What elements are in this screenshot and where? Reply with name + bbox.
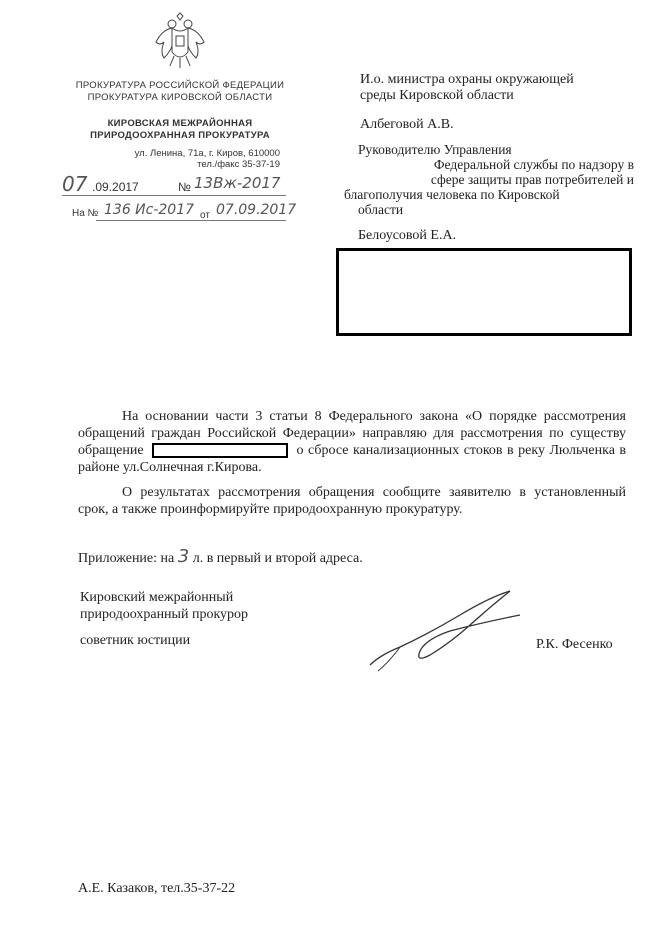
number-handwritten: 13Вж-2017 <box>194 174 281 192</box>
ref-date-handwritten: 07.09.2017 <box>216 202 297 218</box>
recipient-line: Руководителю Управления <box>358 142 512 157</box>
handwritten-signature-icon <box>360 585 530 675</box>
recipient-2-name: Белоусовой Е.А. <box>358 228 457 243</box>
body-paragraph-2: О результатах рассмотрения обращения сообщите заявителю в установленный срок, а также проинформируйте природоохранную прокуратуру. <box>78 485 626 517</box>
attachment-line <box>78 548 626 567</box>
org-line: ПРОКУРАТУРА РОССИЙСКОЙ ФЕДЕРАЦИИ <box>75 80 285 91</box>
signer-name: Р.К. Фесенко <box>536 637 613 652</box>
signer-title-line: природоохранный прокурор <box>80 607 249 622</box>
attachment-prefix: Приложение: на <box>78 551 175 566</box>
ref-prefix: На № <box>72 208 99 219</box>
dept-line: КИРОВСКАЯ МЕЖРАЙОННАЯ <box>107 118 253 129</box>
date-printed: .09.2017 <box>92 180 139 194</box>
redacted-inline <box>152 443 288 458</box>
date-handwritten: 07 <box>62 172 88 196</box>
recipient-1 <box>360 72 620 104</box>
recipient-line: И.о. министра охраны окружающей <box>360 72 574 87</box>
dept-header <box>50 118 310 142</box>
signer-rank: советник юстиции <box>80 633 191 648</box>
dept-line: ПРИРОДООХРАННАЯ ПРОКУРАТУРА <box>90 130 270 141</box>
signer-title-line: Кировский межрайонный <box>80 590 234 605</box>
org-header <box>50 80 310 104</box>
body-text: На основании части 3 статьи 8 Федерального закона «О порядке рассмотрения обращений граждан Российской Федерации» направляю для рассмотрения по существу обращение <box>78 409 626 458</box>
body-paragraph-1 <box>78 408 626 476</box>
recipient-line: благополучия человека по Кировской <box>344 187 560 202</box>
attachment-count-handwritten: 3 <box>177 546 190 567</box>
executor-line: А.Е. Казаков, тел.35-37-22 <box>78 881 236 896</box>
recipient-line: сфере защиты прав потребителей и <box>430 172 634 187</box>
recipient-line: среды Кировской области <box>360 88 514 103</box>
recipient-2 <box>344 142 634 217</box>
recipient-line: области <box>358 202 404 217</box>
org-phone: тел./факс 35-37-19 <box>197 159 280 170</box>
org-line: ПРОКУРАТУРА КИРОВСКОЙ ОБЛАСТИ <box>87 92 273 103</box>
ref-from: от <box>200 210 210 221</box>
attachment-suffix: л. в первый и второй адреса. <box>192 551 363 566</box>
ref-number-handwritten: 136 Ис-2017 <box>104 202 195 218</box>
recipient-1-name: Албеговой А.В. <box>360 117 454 132</box>
body-text: о сбросе канализационных стоков в реку Люльченка в районе ул.Солнечная г.Кирова. <box>78 443 627 475</box>
recipient-line: Федеральной службы по надзору в <box>433 157 634 172</box>
signer-title <box>80 589 248 623</box>
number-label: № <box>178 180 191 194</box>
redacted-block <box>336 248 632 336</box>
coat-of-arms-icon <box>150 12 210 72</box>
org-address: ул. Ленина, 71а, г. Киров, 610000 <box>134 148 280 159</box>
